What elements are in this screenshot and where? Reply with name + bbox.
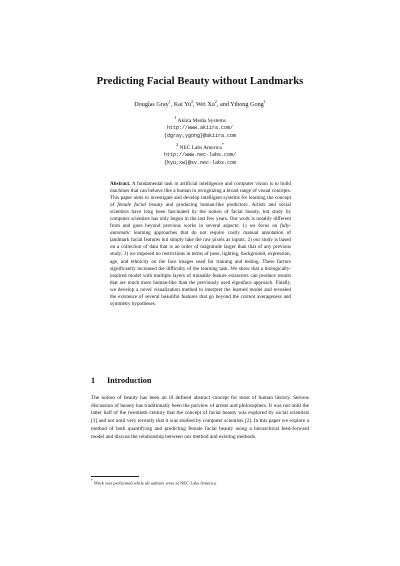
author-affiliation-mark: 1	[168, 99, 171, 104]
abstract-text: and producing human-like predictors. Artists and social scientists have long been fascinated by the notion of facial beauty, but study by computer scientists has only begun in the last few years. Our work is notably different from and goes beyond previous works in several aspects: 1) we focus on	[110, 202, 291, 230]
section-heading	[91, 376, 151, 385]
footnote-mark: *	[221, 141, 225, 147]
affiliation-2	[0, 141, 400, 152]
section-title: Introduction	[107, 376, 152, 385]
author-affiliation-mark: 1	[263, 99, 266, 104]
affiliation-mark: 2	[175, 141, 179, 147]
author-name: Kai Yu	[173, 101, 191, 109]
author-name: Douglas Gray	[134, 101, 169, 109]
affiliation-email[interactable]: {kyu,xw}@sv.nec-labs.com	[163, 159, 236, 166]
abstract-text: learning approaches that do not require costly manual annotation of landmark facial features but simply take the raw pixels as inputs; 2) our study is based on a collection of data that is an order of magnitude larger than that of any previous study; 3) we imposed no restrictions in terms of pose, lighting, background, expression, age, and ethnicity on the face images used for training and testing. These factors significantly increased the difficulty of the learning task. We show that a biologically-inspired model with multiple layers of trainable feature extractors can produce results that are much more human-like than the previously used eigenface approach. Finally, we develop a novel visualization method to interpret the learned model and revealed the existence of several beautiful features that go beyond the current averageness and symmetry hypotheses.	[110, 230, 291, 307]
affiliations	[0, 114, 400, 167]
author-separator: , and	[216, 101, 231, 109]
footnote	[91, 478, 309, 487]
author-separator: ,	[170, 101, 174, 109]
section-number: 1	[91, 376, 96, 385]
abstract-text: A fundamental task in artificial intelligence and computer vision is to build machines that can behave like a human in recognizing a broad range of visual concepts. This paper aims to investigate and develop intelligent systems for learning the concept of	[110, 181, 291, 209]
paper-title: Predicting Facial Beauty without Landmarks	[96, 76, 304, 87]
author-affiliation-mark: 2	[214, 99, 217, 104]
intro-paragraph: The notion of beauty has been an ill defined abstract concept for most of human history. Serious discussion of beauty has traditionally been the purview of artists and philosophers. It was not until the latter half of the twentieth century that the concept of facial beauty was explored by social scientists [1] and not until very recently that it was studied by computer scientists [2]. In this paper we explore a method of both quantifying and predicting female facial beauty using a hierarchical feed-forward model and discuss the relationship between our method and existing methods.	[91, 395, 309, 440]
abstract-label: Abstract.	[110, 181, 131, 187]
abstract	[110, 181, 291, 308]
affiliation-url[interactable]: http://www.nec-labs.com/	[163, 151, 236, 158]
abstract-emphasis: fully-automatic	[110, 223, 291, 237]
author-name: Yihong Gong	[230, 101, 264, 109]
footnote-text: Work was performed while all authors were at NEC Labs America.	[93, 480, 218, 486]
author-affiliation-mark: 2	[190, 99, 193, 104]
affiliation-name: Akiira Media Systems	[177, 117, 226, 124]
author-name: Wei Xu	[195, 101, 215, 109]
affiliation-1	[0, 114, 400, 125]
affiliation-email[interactable]: {dgray,ygong}@akiira.com	[163, 132, 236, 139]
abstract-emphasis: female facial beauty	[117, 202, 163, 209]
author-list	[0, 99, 400, 108]
author-separator: ,	[192, 101, 196, 109]
footnote-mark: *	[91, 479, 93, 483]
affiliation-mark: 1	[174, 115, 177, 120]
affiliation-url[interactable]: http://www.akiira.com/	[166, 125, 233, 132]
footnote-rule	[91, 476, 139, 477]
affiliation-name: NEC Labs America	[179, 144, 222, 151]
